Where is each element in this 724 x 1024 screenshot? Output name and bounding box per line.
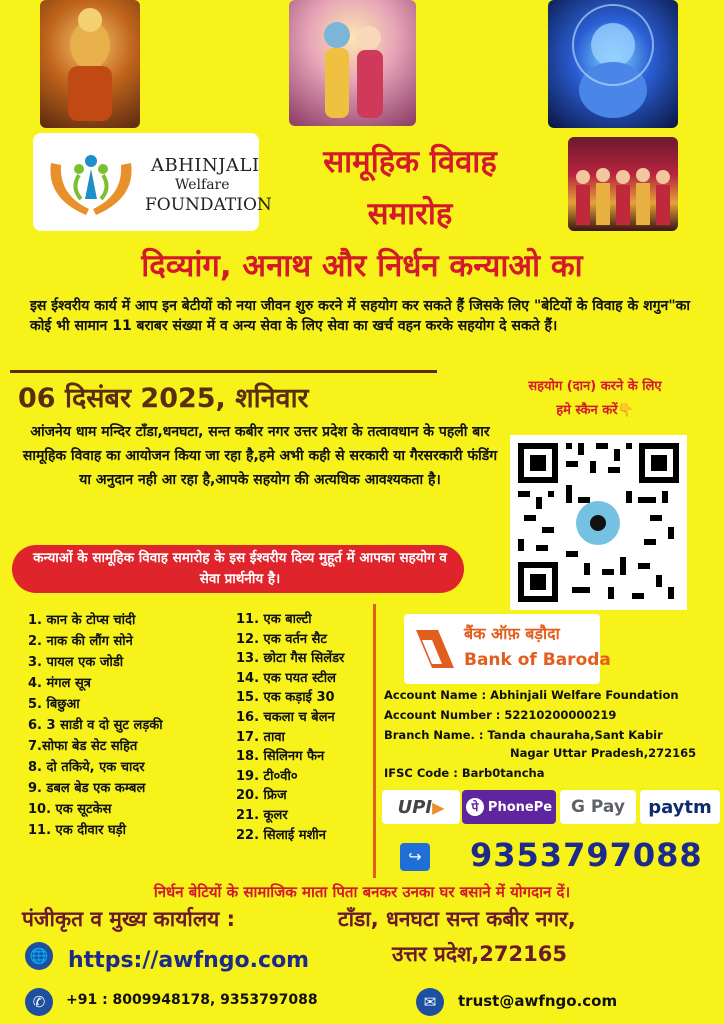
globe-icon: 🌐 [25, 942, 53, 970]
upi-label: UPI [397, 796, 433, 818]
list-item: 22. सिलाई मशीन [236, 827, 326, 843]
upi-badge[interactable] [382, 790, 460, 824]
subtitle: दिव्यांग, अनाथ और निर्धन कन्याओ का [141, 248, 583, 284]
couples-image [568, 137, 678, 231]
donation-qr-code[interactable] [510, 435, 687, 610]
hanuman-image [40, 0, 140, 128]
appeal-banner-text: कन्याओं के सामूहिक विवाह समारोह के इस ईश्वरीय दिव्य मुहूर्त में आपका सहयोग व सेवा प्रार्थनीय है। [33, 550, 447, 587]
bank-logo-card [404, 614, 611, 684]
date-underline [10, 370, 437, 373]
title-line1: सामूहिक विवाह [323, 144, 497, 180]
upi-arrow-icon: ▶ [432, 797, 445, 817]
intro-paragraph: इस ईश्वरीय कार्य में आप इन बेटीयों को नया जीवन शुरु करने में सहयोग कर सकते हैं जिसके लिए "बेटियों के विवाह के शगुन"का कोई भी सामान 11 बराबर संख्या में व अन्य सेवा के लिए सेवा का खर्च वहन करके सहयोग दे सकते हैं। [30, 298, 690, 334]
office-address-line2: उत्तर प्रदेश,272165 [392, 942, 567, 966]
contact-phones[interactable]: +91 : 8009948178, 9353797088 [66, 992, 318, 1008]
office-address-line1: टाँडा, धनघटा सन्त कबीर नगर, [338, 907, 576, 931]
list-item: 19. टी०वी० [236, 768, 298, 784]
list-item: 10. एक सूटकेस [28, 802, 112, 817]
gpay-badge[interactable] [560, 790, 636, 824]
items-list-left [28, 610, 163, 841]
event-date: 06 दिसंबर 2025, शनिवार [18, 383, 309, 414]
list-item: 13. छोटा गैस सिलेंडर [236, 651, 345, 667]
phonepe-badge[interactable] [462, 790, 556, 824]
appeal-text: निर्धन बेटियों के सामाजिक माता पिता बनकर उनका घर बसाने में योगदान दें। [153, 883, 571, 901]
list-item: 8. दो तकिये, एक चादर [28, 760, 145, 775]
logo-text-foundation: FOUNDATION [145, 195, 272, 215]
ifsc-code: IFSC Code : Barb0tancha [384, 766, 545, 780]
list-item: 17. तावा [236, 729, 285, 745]
office-label: पंजीकृत व मुख्य कार्यालय : [22, 907, 235, 931]
ganesha-image [548, 0, 678, 128]
list-item: 7.सोफा बेड सेट सहित [28, 739, 138, 754]
email-icon: ✉ [416, 988, 444, 1016]
gpay-label: G Pay [571, 797, 625, 817]
foundation-logo-card [33, 133, 272, 231]
website-link[interactable]: https://awfngo.com [68, 948, 310, 973]
phone-forward-icon: ↪ [408, 847, 422, 866]
paytm-label: paytm [648, 796, 712, 818]
list-item: 15. एक कड़ाई 30 [236, 690, 335, 706]
list-item: 9. डबल बेड एक कम्बल [28, 781, 146, 796]
list-item: 3. पायल एक जोडी [28, 655, 124, 670]
phonepe-label: PhonePe [487, 799, 553, 815]
account-number: Account Number : 52210200000219 [384, 708, 617, 722]
title-line2: समारोह [367, 196, 453, 232]
list-item: 21. कूलर [236, 807, 288, 823]
donate-line1: सहयोग (दान) करने के लिए [528, 379, 662, 394]
contact-email[interactable]: trust@awfngo.com [458, 992, 618, 1010]
ram-sita-image [289, 0, 416, 126]
list-item: 12. एक वर्तन सैट [236, 631, 327, 647]
qr-code-icon [510, 435, 687, 610]
event-description: आंजनेय धाम मन्दिर टाँडा,धनघटा, सन्त कबीर नगर उत्तर प्रदेश के तत्वावधान के पहली बार सामूहिक विवाह का आयोजन किया जा रहा है,हमे अभी कही से सरकारी या गैरसरकारी फंडिंग या अनुदान नही आ रहा है,आपके सहयोग की अत्यधिक आवश्यकता है। [22, 424, 498, 488]
list-item: 4. मंगल सूत्र [28, 676, 91, 691]
phonepe-icon: पे [466, 798, 484, 816]
list-item: 14. एक पयत स्टील [236, 670, 336, 686]
column-divider [373, 604, 376, 878]
list-item: 6. 3 साडी व दो सुट लड़की [28, 718, 163, 733]
logo-text-welfare: Welfare [175, 177, 230, 193]
phone-icon-box[interactable] [400, 843, 430, 871]
phone-number[interactable]: 9353797088 [470, 836, 703, 874]
list-item: 18. सिलिनग फैन [236, 749, 325, 765]
list-item: 5. बिछुआ [28, 697, 80, 712]
paytm-badge[interactable] [640, 790, 720, 824]
bank-of-baroda-icon [412, 624, 458, 674]
branch-name-line1: Branch Name. : Tanda chauraha,Sant Kabir [384, 728, 663, 742]
list-item: 16. चकला च बेलन [236, 709, 335, 725]
hands-logo-icon [41, 143, 141, 221]
list-item: 11. एक बाल्टी [236, 612, 312, 627]
list-item: 11. एक दीवार घड़ी [28, 823, 126, 838]
branch-name-line2: Nagar Uttar Pradesh,272165 [510, 746, 697, 760]
donate-line2: हमे स्कैन करें👇 [556, 403, 634, 418]
list-item: 2. नाक की लौंग सोने [28, 634, 133, 649]
account-name: Account Name : Abhinjali Welfare Foundation [384, 688, 679, 702]
bank-name-english: Bank of Baroda [464, 650, 611, 670]
list-item: 20. फ्रिज [236, 788, 287, 804]
bank-name-hindi: बैंक ऑफ़ बड़ौदा [464, 624, 560, 643]
items-list-right [236, 610, 344, 845]
logo-text-abhinjali: ABHINJALI [151, 155, 260, 176]
list-item: 1. कान के टोप्स चांदी [28, 613, 136, 628]
phone-icon: ✆ [25, 988, 53, 1016]
